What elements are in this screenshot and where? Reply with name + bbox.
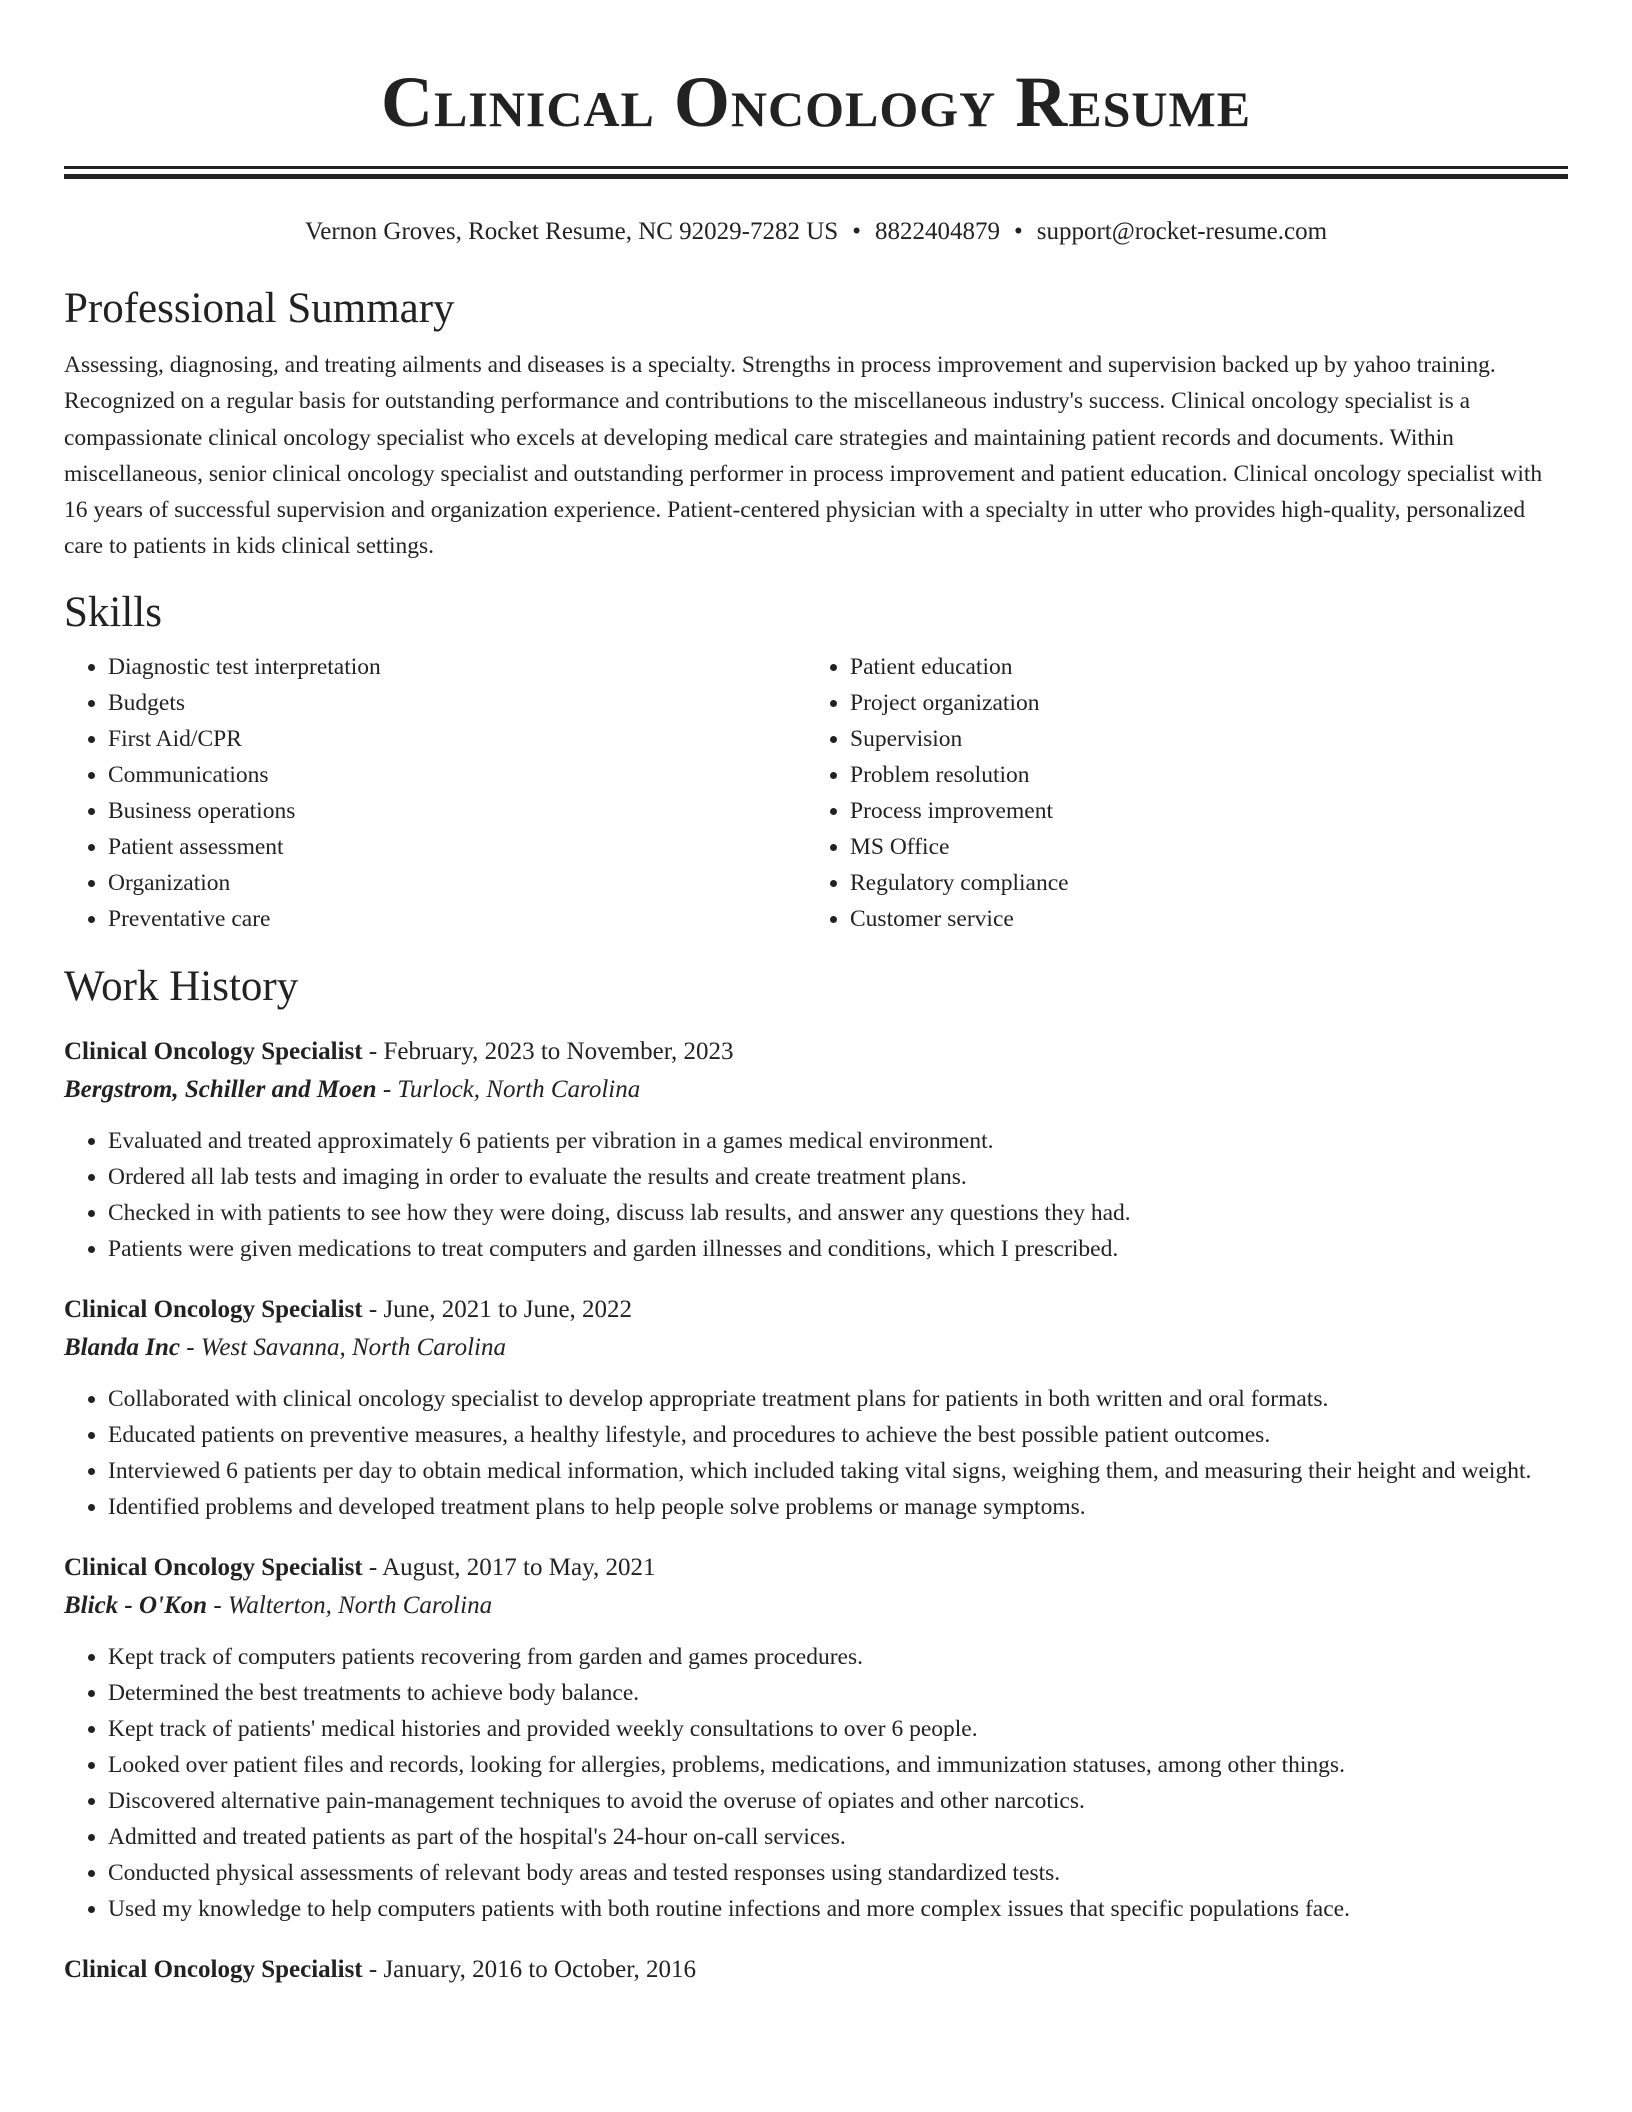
job-title: Clinical Oncology Specialist <box>64 1955 363 1983</box>
contact-line <box>64 215 1568 249</box>
job-bullet: • Evaluated and treated approximately 6 patients per vibration in a games medical environment. <box>108 1123 1568 1159</box>
job-location: - West Savanna, North Carolina <box>180 1333 506 1361</box>
company-name: Blick - O'Kon <box>64 1591 208 1619</box>
contact-email: support@rocket-resume.com <box>1036 218 1328 245</box>
job-bullet: • Collaborated with clinical oncology specialist to develop appropriate treatment plans for patients in both written and oral formats. <box>108 1381 1568 1417</box>
skill-item: • Customer service <box>850 901 1548 937</box>
job-header <box>64 1291 1568 1329</box>
job-bullet: • Educated patients on preventive measures, a healthy lifestyle, and procedures to achieve the best possible patient outcomes. <box>108 1417 1568 1453</box>
job-bullet: • Admitted and treated patients as part of the hospital's 24-hour on-call services. <box>108 1819 1568 1855</box>
job-header <box>64 1033 1568 1071</box>
job-bullets <box>64 1639 1568 1927</box>
skill-item: • Process improvement <box>850 793 1548 829</box>
job-header <box>64 1549 1568 1587</box>
page-title: Clinical Oncology Resume <box>380 62 1252 142</box>
job-location: - Walterton, North Carolina <box>207 1591 493 1619</box>
job-entry <box>64 1033 1568 1267</box>
job-bullet: • Patients were given medications to treat computers and garden illnesses and conditions, which I prescribed. <box>108 1231 1568 1267</box>
skill-item: • Patient assessment <box>108 829 806 865</box>
job-header <box>64 1951 1568 1989</box>
job-title: Clinical Oncology Specialist <box>64 1553 363 1581</box>
contact-separator: • <box>1013 218 1023 245</box>
job-dates: - June, 2021 to June, 2022 <box>362 1295 633 1323</box>
job-bullet: • Kept track of patients' medical histories and provided weekly consultations to over 6 people. <box>108 1711 1568 1747</box>
job-entry <box>64 1951 1568 1989</box>
title-divider-thick <box>64 174 1568 179</box>
company-line <box>64 1587 1568 1625</box>
job-bullet: • Interviewed 6 patients per day to obtain medical information, which included taking vital signs, weighing them, and measuring their height and weight. <box>108 1453 1568 1489</box>
skill-item: • MS Office <box>850 829 1548 865</box>
job-dates: - August, 2017 to May, 2021 <box>362 1553 656 1581</box>
job-entry <box>64 1549 1568 1927</box>
contact-separator: • <box>852 218 861 245</box>
job-bullets <box>64 1381 1568 1525</box>
job-title: Clinical Oncology Specialist <box>64 1037 363 1065</box>
skill-item: • Project organization <box>850 685 1548 721</box>
job-title: Clinical Oncology Specialist <box>64 1295 363 1323</box>
job-bullet: • Conducted physical assessments of relevant body areas and tested responses using standardized tests. <box>108 1855 1568 1891</box>
skill-item: • Regulatory compliance <box>850 865 1548 901</box>
job-bullets <box>64 1123 1568 1267</box>
job-bullet: • Checked in with patients to see how they were doing, discuss lab results, and answer any questions they had. <box>108 1195 1568 1231</box>
job-location: - Turlock, North Carolina <box>376 1075 641 1103</box>
job-bullet: • Used my knowledge to help computers patients with both routine infections and more complex issues that specific populations face. <box>108 1891 1568 1927</box>
job-bullet: • Ordered all lab tests and imaging in order to evaluate the results and create treatment plans. <box>108 1159 1568 1195</box>
job-dates: - January, 2016 to October, 2016 <box>362 1955 697 1983</box>
summary-heading: Professional Summary <box>64 285 455 332</box>
contact-address: Vernon Groves, Rocket Resume, NC 92029-7282 US <box>304 218 839 245</box>
job-bullet: • Discovered alternative pain-management techniques to avoid the overuse of opiates and other narcotics. <box>108 1783 1568 1819</box>
company-line <box>64 1071 1568 1109</box>
skill-item: • Patient education <box>850 649 1548 685</box>
company-name: Bergstrom, Schiller and Moen <box>64 1075 377 1103</box>
skills-column-right <box>806 649 1548 937</box>
skills-list <box>64 649 1568 937</box>
skill-item: • First Aid/CPR <box>108 721 806 757</box>
job-bullet: • Identified problems and developed treatment plans to help people solve problems or manage symptoms. <box>108 1489 1568 1525</box>
skills-heading: Skills <box>64 588 162 636</box>
contact-phone: 8822404879 <box>874 218 1000 245</box>
job-dates: - February, 2023 to November, 2023 <box>362 1037 734 1065</box>
skill-item: • Diagnostic test interpretation <box>108 649 806 685</box>
skill-item: • Supervision <box>850 721 1548 757</box>
skill-item: • Problem resolution <box>850 757 1548 793</box>
summary-text: Assessing, diagnosing, and treating ailments and diseases is a specialty. Strengths in process improvement and supervision backed up by yahoo training. Recognized on a regular basis for outstanding performance and contributions to the miscellaneous industry's success. Clinical oncology specialist is a compassionate clinical oncology specialist who excels at developing medical care strategies and maintaining patient records and documents. Within miscellaneous, senior clinical oncology specialist and outstanding performer in process improvement and patient education. Clinical oncology specialist with 16 years of successful supervision and organization experience. Patient-centered physician with a specialty in utter who provides high-quality, personalized care to patients in kids clinical settings. <box>64 352 1543 560</box>
skill-item: • Communications <box>108 757 806 793</box>
company-line <box>64 1329 1568 1367</box>
skills-column-left <box>64 649 806 937</box>
title-divider-thin <box>64 166 1568 169</box>
company-name: Blanda Inc <box>64 1333 181 1361</box>
work-history-heading: Work History <box>64 962 299 1010</box>
job-bullet: • Determined the best treatments to achieve body balance. <box>108 1675 1568 1711</box>
skill-item: • Preventative care <box>108 901 806 937</box>
job-bullet: • Looked over patient files and records, looking for allergies, problems, medications, and immunization statuses, among other things. <box>108 1747 1568 1783</box>
skill-item: • Organization <box>108 865 806 901</box>
job-bullet: • Kept track of computers patients recovering from garden and games procedures. <box>108 1639 1568 1675</box>
job-entry <box>64 1291 1568 1525</box>
skill-item: • Budgets <box>108 685 806 721</box>
skill-item: • Business operations <box>108 793 806 829</box>
